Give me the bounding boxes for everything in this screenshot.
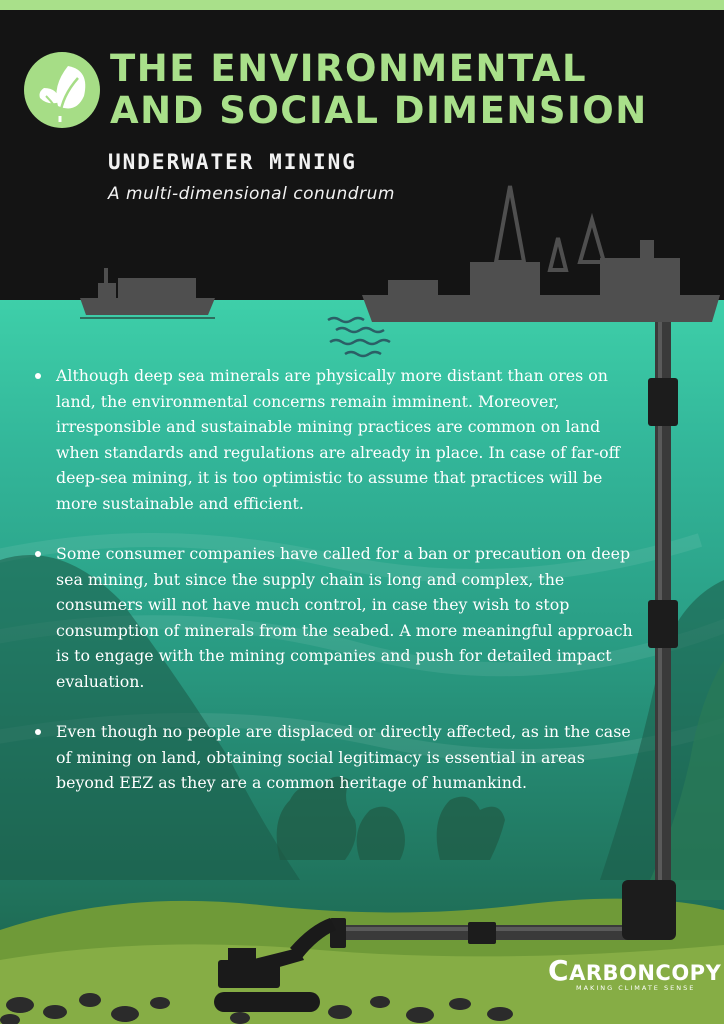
bullet-item: Even though no people are displaced or directly affected, as in the case of mining on land, obtaining social legitimacy is essential in areas beyond EEZ as they are a common heritage of humankind. xyxy=(30,719,642,796)
brand-logo xyxy=(548,954,722,992)
brand-name xyxy=(548,954,722,987)
tagline: A multi-dimensional conundrum xyxy=(108,184,395,204)
leaf-icon xyxy=(24,52,100,128)
drill-ship xyxy=(362,186,720,322)
bullet-item: Some consumer companies have called for a ban or precaution on deep sea mining, but since the supply chain is long and complex, the consumers will not have much control, in case they wish to stop consumption of minerals from the seabed. A more meaningful approach is to engage with the mining companies and push for detailed impact evaluation. xyxy=(30,541,642,694)
brand-rest: ARBONCOPY xyxy=(569,961,722,985)
bullet-item: Although deep sea minerals are physically more distant than ores on land, the environmental concerns remain imminent. Moreover, irresponsible and sustainable mining practices are common on land when standards and regulations are already in place. In case of far-off deep-sea mining, it is too optimistic to assume that practices will be more sustainable and efficient. xyxy=(30,363,642,516)
logo-circle xyxy=(24,52,100,128)
cargo-ship xyxy=(80,268,215,318)
title-line-2: AND SOCIAL DIMENSION xyxy=(110,89,648,132)
bullet-list xyxy=(30,363,642,821)
page-title xyxy=(110,48,648,132)
wave-marks xyxy=(328,318,390,356)
brand-first-letter: C xyxy=(548,954,570,987)
subtitle: UNDERWATER MINING xyxy=(108,150,357,174)
brand-tagline: MAKING CLIMATE SENSE xyxy=(576,984,696,992)
title-line-1: THE ENVIRONMENTAL xyxy=(110,47,588,90)
